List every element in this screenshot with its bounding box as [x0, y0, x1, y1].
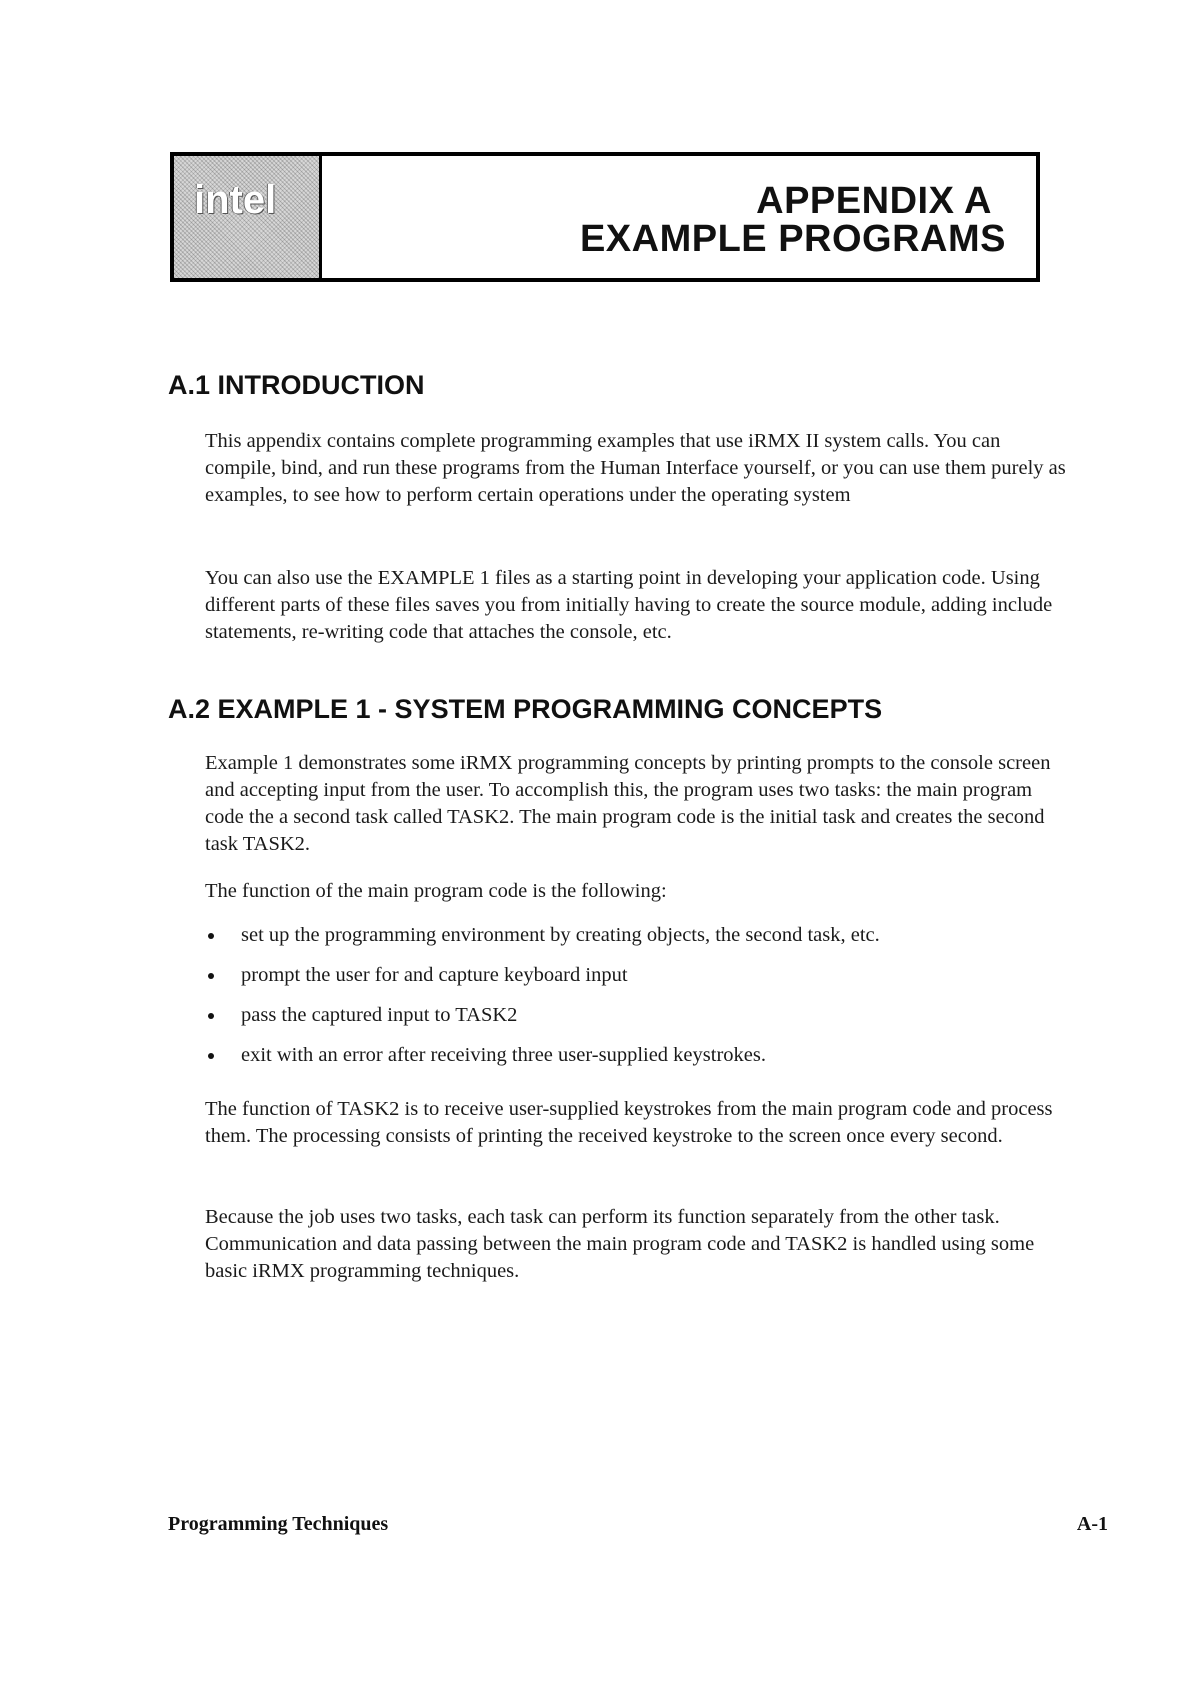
bullet-icon	[208, 1053, 214, 1059]
list-item: exit with an error after receiving three user-supplied keystrokes.	[205, 1042, 1075, 1082]
appendix-title: APPENDIX A	[756, 180, 992, 222]
intro-paragraph-2: You can also use the EXAMPLE 1 files as a starting point in developing your application code. Using different parts of these files saves you from initially having to create the source module, adding include statements, re-writing code that attaches the console, etc.	[205, 567, 1053, 643]
section-heading-intro: A.1 INTRODUCTION	[168, 370, 425, 400]
bullet-icon	[208, 933, 214, 939]
main-program-functions-list	[205, 922, 1075, 1082]
appendix-header	[170, 152, 1040, 282]
footer-book-title: Programming Techniques	[168, 1513, 389, 1535]
logo-text: intel	[194, 178, 277, 222]
intel-logo	[174, 156, 322, 278]
section-heading-example1: A.2 EXAMPLE 1 - SYSTEM PROGRAMMING CONCEPTS	[168, 694, 883, 724]
example1-paragraph-2: The function of the main program code is the following:	[205, 880, 667, 902]
list-item: prompt the user for and capture keyboard input	[205, 962, 1075, 1002]
footer-page-number: A-1	[1076, 1513, 1108, 1535]
list-item: set up the programming environment by creating objects, the second task, etc.	[205, 922, 1075, 962]
two-tasks-paragraph: Because the job uses two tasks, each task can perform its function separately from the other task. Communication and data passing between the main program code and TASK2 is handled using some basic iRMX programming techniques.	[205, 1206, 1035, 1282]
bullet-icon	[208, 1013, 214, 1019]
intro-paragraph-1: This appendix contains complete programming examples that use iRMX II system calls. You can compile, bind, and run these programs from the Human Interface yourself, or you can use them purely as examples, to see how to perform certain operations under the operating system	[205, 430, 1066, 506]
title-block	[322, 156, 1036, 278]
example1-paragraph-1: Example 1 demonstrates some iRMX programming concepts by printing prompts to the console screen and accepting input from the user. To accomplish this, the program uses two tasks: the main program code the a second task called TASK2. The main program code is the initial task and creates the second task TASK2.	[205, 752, 1051, 855]
bullet-icon	[208, 973, 214, 979]
list-item: pass the captured input to TASK2	[205, 1002, 1075, 1042]
task2-paragraph: The function of TASK2 is to receive user-supplied keystrokes from the main program code and process them. The processing consists of printing the received keystroke to the screen once every second.	[205, 1098, 1053, 1147]
appendix-subtitle: EXAMPLE PROGRAMS	[579, 218, 1006, 260]
